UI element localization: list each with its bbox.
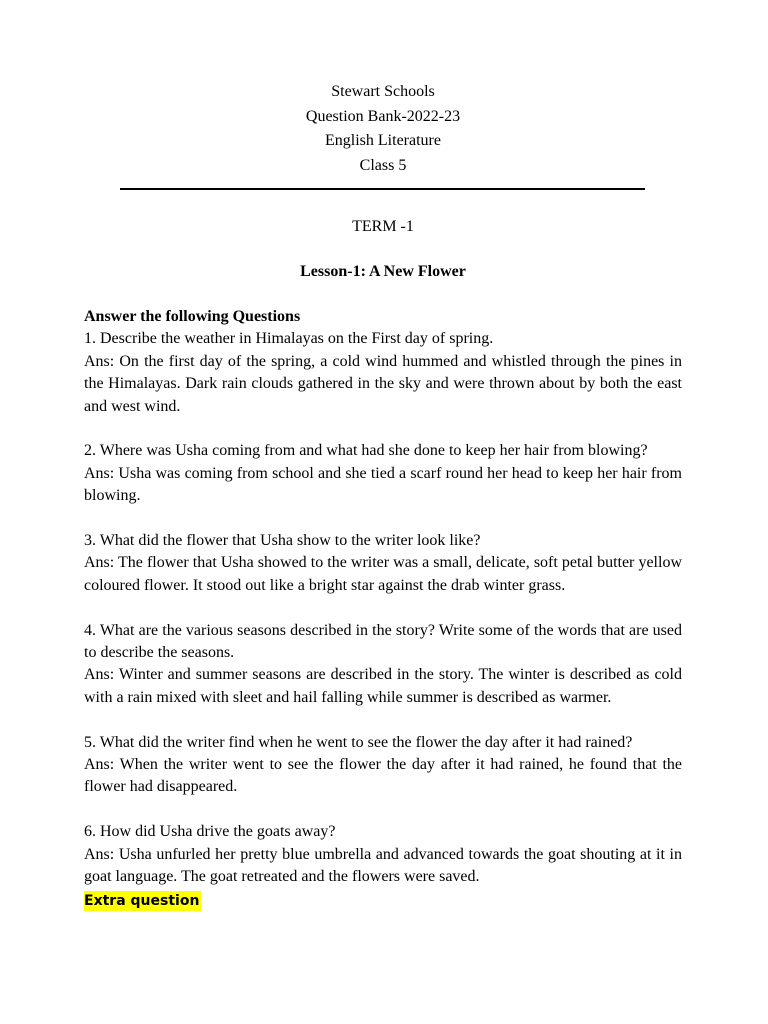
answer-text: Ans: When the writer went to see the flower the day after it had rained, he found that the flower had disappeared. — [84, 756, 682, 796]
question-text: 2. Where was Usha coming from and what had she done to keep her hair from blowing? — [84, 442, 648, 460]
answer-text: Ans: Usha unfurled her pretty blue umbrella and advanced towards the goat shouting at it in goat language. The goat retreated and the flowers were saved. — [84, 845, 682, 886]
extra-question-label: Extra question — [84, 893, 200, 910]
subject-name: English Literature — [325, 132, 441, 149]
question-block — [84, 732, 682, 799]
document-header — [0, 80, 766, 178]
questions-section — [84, 306, 682, 913]
question-text: 3. What did the flower that Usha show to the writer look like? — [84, 532, 481, 550]
question-text: 5. What did the writer find when he went to see the flower the day after it had rained? — [84, 733, 633, 751]
question-block — [84, 328, 682, 418]
answer-text: Ans: Usha was coming from school and she tied a scarf round her head to keep her hair from blowing. — [84, 464, 682, 505]
question-text: 6. How did Usha drive the goats away? — [84, 823, 336, 841]
answer-text: Ans: The flower that Usha showed to the writer was a small, delicate, soft petal butter yellow coloured flower. It stood out like a bright star against the drab winter grass. — [84, 554, 682, 594]
question-block — [84, 821, 682, 888]
question-text: 4. What are the various seasons described in the story? Write some of the words that are used to describe the seasons. — [84, 621, 682, 662]
school-name: Stewart Schools — [331, 83, 435, 100]
question-block — [84, 440, 682, 507]
answer-text: Ans: Winter and summer seasons are described in the story. The winter is described as cold with a rain mixed with sleet and hail falling while summer is described as warmer. — [84, 666, 682, 706]
document-title: Question Bank-2022-23 — [305, 107, 461, 125]
class-name: Class 5 — [359, 156, 407, 174]
term-heading: TERM -1 — [352, 218, 414, 235]
question-text: 1. Describe the weather in Himalayas on the First day of spring. — [84, 330, 494, 348]
question-block — [84, 620, 682, 710]
lesson-title: Lesson-1: A New Flower — [300, 263, 466, 280]
answer-text: Ans: On the first day of the spring, a cold wind hummed and whistled through the pines in the Himalayas. Dark rain clouds gathered in the sky and were thrown about by both the east and west wind. — [84, 352, 682, 415]
question-block — [84, 530, 682, 597]
header-divider — [120, 188, 645, 190]
instructions-heading: Answer the following Questions — [84, 308, 301, 325]
